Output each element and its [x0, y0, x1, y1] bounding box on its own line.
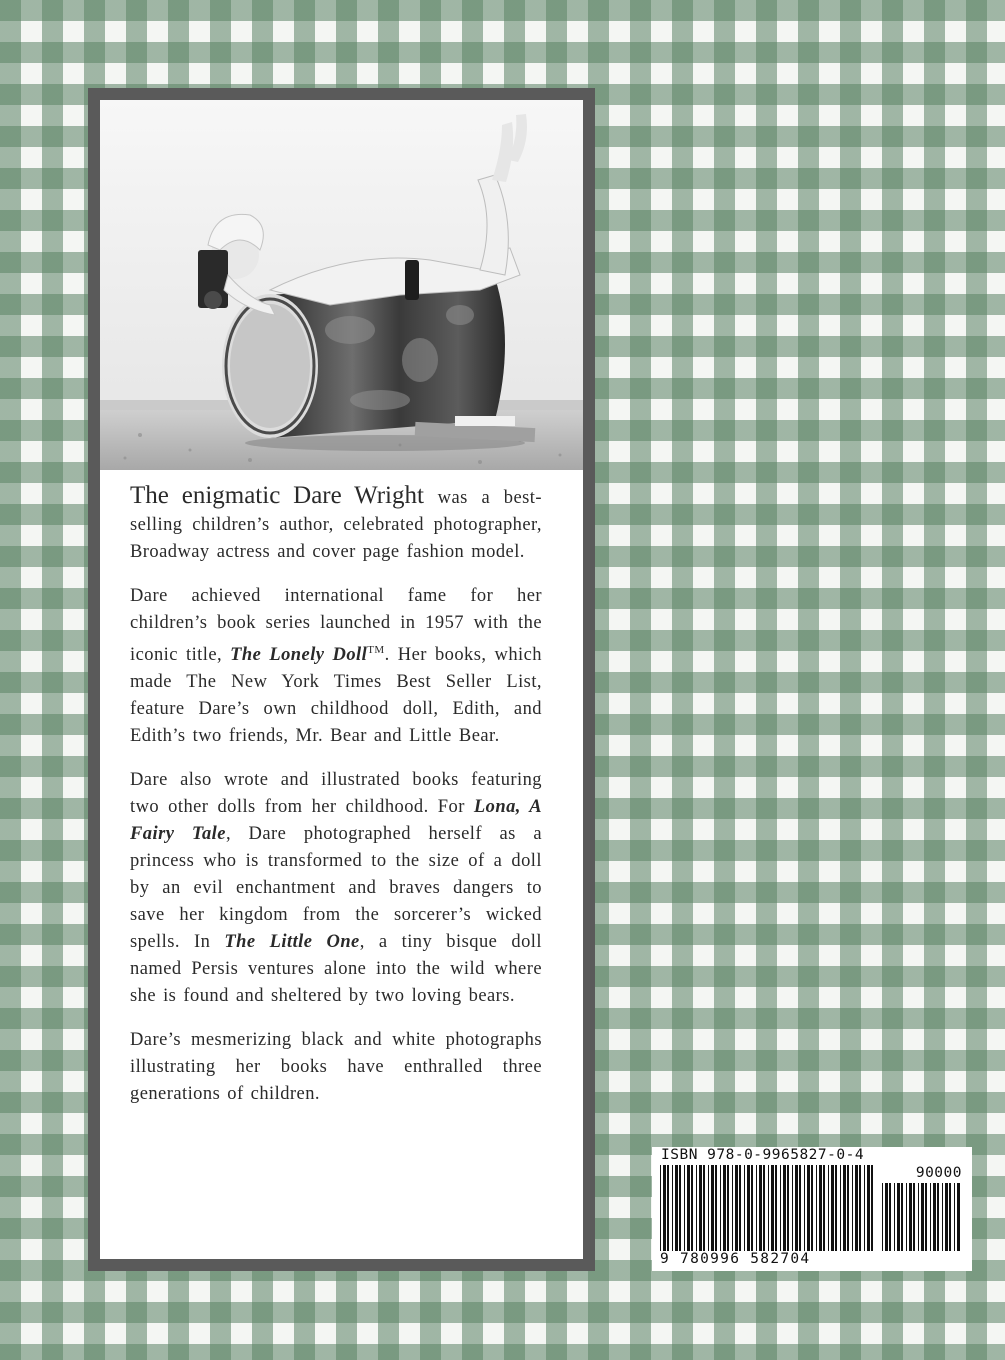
barcode-bar [957, 1183, 960, 1251]
bio-paragraph-3 [130, 767, 542, 1010]
barcode-bar [954, 1183, 955, 1251]
barcode-bar [930, 1183, 931, 1251]
barcode-bar [847, 1165, 849, 1251]
barcode-bar [852, 1165, 853, 1251]
barcode-bar [783, 1165, 786, 1251]
barcode-bar [675, 1165, 678, 1251]
barcode-bar [889, 1183, 891, 1251]
barcode-bar [859, 1165, 861, 1251]
bio-paragraph-3-text-b: , Dare photographed herself as a princess who is transformed to the size of a doll by an evil enchantment and braves dangers to save her kingdom from the sorcerer’s wicked spells. In [130, 824, 542, 953]
bio-paragraph-4-text: Dare’s mesmerizing black and white photographs illustrating her books have enthralled three generations of children. [130, 1030, 542, 1105]
barcode-bar [909, 1183, 912, 1251]
isbn-barcode [652, 1147, 972, 1271]
bio-lead-name: The enigmatic Dare Wright [130, 482, 424, 509]
barcode-bar [933, 1183, 936, 1251]
barcode-bar [799, 1165, 801, 1251]
barcode-bar [667, 1165, 669, 1251]
barcode-bar [775, 1165, 777, 1251]
barcode-bar [751, 1165, 753, 1251]
barcode-bar [759, 1165, 762, 1251]
barcode-bar [864, 1165, 865, 1251]
barcode-bar [906, 1183, 907, 1251]
barcode-bar [687, 1165, 690, 1251]
barcode-bar [855, 1165, 858, 1251]
barcode-bar [885, 1183, 888, 1251]
bio-paragraph-2-text-a: Dare achieved international fame for her children’s book series launched in 1957 with the iconic title, [130, 586, 542, 666]
barcode-bar [763, 1165, 765, 1251]
barcode-bar [771, 1165, 774, 1251]
barcode-bar [703, 1165, 705, 1251]
barcode-bar [679, 1165, 681, 1251]
barcode-bar [807, 1165, 810, 1251]
barcode-bar [828, 1165, 829, 1251]
barcode-bar [768, 1165, 769, 1251]
ean-barcode-bars [660, 1165, 875, 1251]
barcode-bar [727, 1165, 729, 1251]
barcode-bar [720, 1165, 721, 1251]
barcode-bar [699, 1165, 702, 1251]
barcode-bar [894, 1183, 895, 1251]
barcode-bar [831, 1165, 834, 1251]
bio-paragraph-4 [130, 1027, 542, 1108]
barcode-bar [937, 1183, 939, 1251]
barcode-bar [918, 1183, 919, 1251]
book-title-little-one: The Little One [224, 932, 360, 953]
barcode-bar [811, 1165, 813, 1251]
barcode-bar [867, 1165, 870, 1251]
barcode-bar [747, 1165, 750, 1251]
barcode-bar [871, 1165, 873, 1251]
barcode-bar [691, 1165, 693, 1251]
barcode-digits: 9 780996 582704 [660, 1251, 811, 1267]
barcode-bar [739, 1165, 741, 1251]
author-bio [130, 482, 542, 1125]
barcode-bar [843, 1165, 846, 1251]
barcode-bar [711, 1165, 714, 1251]
barcode-bar [945, 1183, 948, 1251]
barcode-bar [787, 1165, 789, 1251]
barcode-bar [732, 1165, 733, 1251]
barcode-bar [672, 1165, 673, 1251]
addon-barcode-bars [882, 1183, 962, 1251]
isbn-label: ISBN 978-0-9965827-0-4 [661, 1147, 865, 1163]
bio-paragraph-1 [130, 482, 542, 566]
barcode-bar [823, 1165, 825, 1251]
bio-paragraph-3-text-c: , a tiny bisque doll named Persis ventures alone into the wild where she is found and sheltered by two loving bears. [130, 932, 542, 1007]
barcode-bar [696, 1165, 697, 1251]
barcode-bar [795, 1165, 798, 1251]
barcode-bar [735, 1165, 738, 1251]
book-title-lona: Lona, A Fairy Tale [130, 797, 542, 845]
trademark-mark: TM [367, 644, 385, 656]
content-panel [100, 100, 583, 1259]
barcode-bar [816, 1165, 817, 1251]
barcode-bar [882, 1183, 883, 1251]
barcode-bar [925, 1183, 927, 1251]
barcode-bar [840, 1165, 841, 1251]
bio-paragraph-2-text-b: . Her books, which made The New York Times Best Seller List, feature Dare’s own childhood doll, Edith, and Edith’s two friends, Mr. Bear and Little Bear. [130, 645, 542, 747]
barcode-bar [660, 1165, 661, 1251]
barcode-bar [804, 1165, 805, 1251]
barcode-bar [913, 1183, 915, 1251]
barcode-bar [708, 1165, 709, 1251]
price-code: 90000 [915, 1165, 962, 1181]
barcode-bar [744, 1165, 745, 1251]
book-title-lonely-doll: The Lonely Doll [230, 645, 368, 666]
barcode-bar [942, 1183, 943, 1251]
barcode-bar [780, 1165, 781, 1251]
barcode-bar [949, 1183, 951, 1251]
barcode-bar [835, 1165, 837, 1251]
barcode-bar [921, 1183, 924, 1251]
bio-paragraph-2 [130, 583, 542, 750]
barcode-bar [901, 1183, 903, 1251]
barcode-bar [819, 1165, 822, 1251]
barcode-bar [715, 1165, 717, 1251]
barcode-bar [792, 1165, 793, 1251]
barcode-bar [684, 1165, 685, 1251]
bio-paragraph-3-text-a: Dare also wrote and illustrated books featuring two other dolls from her childhood. For [130, 770, 542, 818]
barcode-bar [756, 1165, 757, 1251]
cover-frame [88, 88, 595, 1271]
author-photo [100, 100, 583, 470]
barcode-bar [723, 1165, 726, 1251]
barcode-bar [663, 1165, 666, 1251]
bio-paragraph-1-text: was a best-selling children’s author, celebrated photographer, Broadway actress and cover page fashion model. [130, 488, 542, 562]
barcode-bar [897, 1183, 900, 1251]
